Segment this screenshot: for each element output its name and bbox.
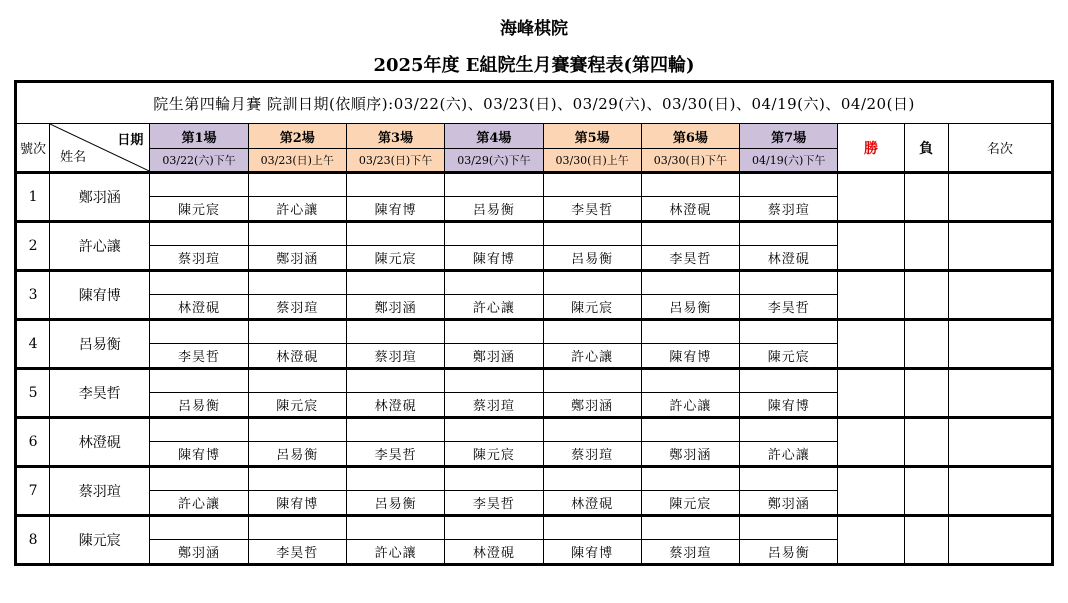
opponent-cell: 呂易衡 (150, 393, 248, 418)
rank-cell[interactable] (948, 271, 1052, 320)
opponent-cell: 許心讓 (150, 491, 248, 516)
result-cell[interactable] (445, 271, 543, 295)
round-3-date: 03/23(日)下午 (346, 149, 444, 173)
result-cell[interactable] (346, 271, 444, 295)
opponent-cell: 鄭羽涵 (150, 540, 248, 565)
result-cell[interactable] (543, 516, 641, 540)
result-cell[interactable] (248, 516, 346, 540)
round-1-header: 第1場 (150, 124, 248, 149)
wins-cell[interactable] (838, 271, 904, 320)
result-cell[interactable] (641, 467, 739, 491)
result-cell[interactable] (641, 271, 739, 295)
player-name: 陳元宸 (50, 516, 150, 565)
rank-cell[interactable] (948, 467, 1052, 516)
losses-cell[interactable] (904, 467, 948, 516)
rank-cell[interactable] (948, 173, 1052, 222)
result-cell[interactable] (248, 222, 346, 246)
opponent-cell: 呂易衡 (445, 197, 543, 222)
result-cell[interactable] (346, 320, 444, 344)
round-5-header: 第5場 (543, 124, 641, 149)
player-number: 3 (16, 271, 50, 320)
player-row (16, 369, 1053, 393)
result-cell[interactable] (248, 173, 346, 197)
result-cell[interactable] (445, 467, 543, 491)
win-header: 勝 (838, 124, 904, 173)
opponent-cell: 陳元宸 (150, 197, 248, 222)
opponent-cell: 陳宥博 (346, 197, 444, 222)
opponent-cell: 蔡羽瑄 (641, 540, 739, 565)
opponent-cell: 呂易衡 (248, 442, 346, 467)
result-cell[interactable] (150, 516, 248, 540)
opponent-cell: 許心讓 (445, 295, 543, 320)
round-4-header: 第4場 (445, 124, 543, 149)
player-name: 蔡羽瑄 (50, 467, 150, 516)
result-cell[interactable] (445, 418, 543, 442)
opponent-cell: 李昊哲 (641, 246, 739, 271)
opponent-cell: 林澄硯 (445, 540, 543, 565)
opponent-cell: 蔡羽瑄 (150, 246, 248, 271)
result-cell[interactable] (346, 222, 444, 246)
round-6-date: 03/30(日)下午 (641, 149, 739, 173)
opponent-cell: 許心讓 (346, 540, 444, 565)
round-5-date: 03/30(日)上午 (543, 149, 641, 173)
rank-header: 名次 (948, 124, 1052, 173)
wins-cell[interactable] (838, 369, 904, 418)
opponent-cell: 鄭羽涵 (740, 491, 838, 516)
losses-cell[interactable] (904, 173, 948, 222)
opponent-cell: 陳宥博 (740, 393, 838, 418)
name-header-label: 姓名 (60, 150, 87, 165)
player-number: 1 (16, 173, 50, 222)
opponent-cell: 陳宥博 (248, 491, 346, 516)
opponent-cell: 呂易衡 (346, 491, 444, 516)
wins-cell[interactable] (838, 516, 904, 565)
opponent-cell: 陳宥博 (543, 540, 641, 565)
player-number: 6 (16, 418, 50, 467)
opponent-cell: 許心讓 (641, 393, 739, 418)
result-cell[interactable] (150, 467, 248, 491)
wins-cell[interactable] (838, 222, 904, 271)
result-cell[interactable] (346, 173, 444, 197)
date-header-label: 日期 (117, 133, 144, 148)
result-cell[interactable] (150, 418, 248, 442)
opponent-cell: 陳宥博 (150, 442, 248, 467)
result-cell[interactable] (740, 418, 838, 442)
opponent-cell: 呂易衡 (543, 246, 641, 271)
player-name: 陳宥博 (50, 271, 150, 320)
opponent-cell: 許心讓 (248, 197, 346, 222)
opponent-cell: 李昊哲 (150, 344, 248, 369)
training-dates-banner: 院生第四輪月賽 院訓日期(依順序):03/22(六)、03/23(日)、03/29(六)、03/30(日)、04/19(六)、04/20(日) (16, 82, 1053, 124)
losses-cell[interactable] (904, 320, 948, 369)
player-row (16, 418, 1053, 442)
result-cell[interactable] (740, 173, 838, 197)
opponent-cell: 陳元宸 (248, 393, 346, 418)
result-cell[interactable] (641, 173, 739, 197)
wins-cell[interactable] (838, 320, 904, 369)
opponent-cell: 鄭羽涵 (543, 393, 641, 418)
result-cell[interactable] (150, 320, 248, 344)
round-7-date: 04/19(六)下午 (740, 149, 838, 173)
player-row (16, 222, 1053, 246)
result-cell[interactable] (543, 418, 641, 442)
player-row (16, 467, 1053, 491)
rank-cell[interactable] (948, 516, 1052, 565)
result-cell[interactable] (543, 271, 641, 295)
result-cell[interactable] (150, 173, 248, 197)
result-cell[interactable] (150, 369, 248, 393)
player-number: 5 (16, 369, 50, 418)
opponent-cell: 陳元宸 (445, 442, 543, 467)
rank-cell[interactable] (948, 369, 1052, 418)
opponent-cell: 許心讓 (740, 442, 838, 467)
opponent-cell: 李昊哲 (346, 442, 444, 467)
opponent-cell: 鄭羽涵 (445, 344, 543, 369)
player-row (16, 320, 1053, 344)
result-cell[interactable] (740, 222, 838, 246)
opponent-cell: 蔡羽瑄 (445, 393, 543, 418)
result-cell[interactable] (641, 222, 739, 246)
result-cell[interactable] (445, 222, 543, 246)
player-number: 2 (16, 222, 50, 271)
opponent-cell: 林澄硯 (543, 491, 641, 516)
player-number: 8 (16, 516, 50, 565)
result-cell[interactable] (346, 369, 444, 393)
opponent-cell: 蔡羽瑄 (740, 197, 838, 222)
player-number: 4 (16, 320, 50, 369)
player-name: 李昊哲 (50, 369, 150, 418)
losses-cell[interactable] (904, 271, 948, 320)
result-cell[interactable] (248, 418, 346, 442)
result-cell[interactable] (740, 320, 838, 344)
result-cell[interactable] (641, 516, 739, 540)
result-cell[interactable] (248, 320, 346, 344)
result-cell[interactable] (150, 222, 248, 246)
opponent-cell: 陳元宸 (740, 344, 838, 369)
round-1-date: 03/22(六)下午 (150, 149, 248, 173)
player-name: 許心讓 (50, 222, 150, 271)
opponent-cell: 蔡羽瑄 (346, 344, 444, 369)
opponent-cell: 蔡羽瑄 (543, 442, 641, 467)
opponent-cell: 陳元宸 (346, 246, 444, 271)
result-cell[interactable] (445, 320, 543, 344)
round-2-header: 第2場 (248, 124, 346, 149)
player-name: 鄭羽涵 (50, 173, 150, 222)
opponent-cell: 陳元宸 (543, 295, 641, 320)
opponent-cell: 林澄硯 (150, 295, 248, 320)
result-cell[interactable] (346, 516, 444, 540)
opponent-cell: 陳元宸 (641, 491, 739, 516)
result-cell[interactable] (543, 222, 641, 246)
date-name-header (50, 124, 150, 173)
result-cell[interactable] (740, 369, 838, 393)
player-number: 7 (16, 467, 50, 516)
round-3-header: 第3場 (346, 124, 444, 149)
wins-cell[interactable] (838, 173, 904, 222)
result-cell[interactable] (445, 516, 543, 540)
player-row (16, 271, 1053, 295)
schedule-title: 2025年度 E組院生月賽賽程表(第四輪) (373, 55, 695, 76)
player-name: 林澄硯 (50, 418, 150, 467)
result-cell[interactable] (445, 369, 543, 393)
opponent-cell: 呂易衡 (641, 295, 739, 320)
losses-cell[interactable] (904, 418, 948, 467)
result-cell[interactable] (543, 467, 641, 491)
result-cell[interactable] (641, 320, 739, 344)
result-cell[interactable] (740, 271, 838, 295)
round-2-date: 03/23(日)上午 (248, 149, 346, 173)
result-cell[interactable] (641, 369, 739, 393)
opponent-cell: 許心讓 (543, 344, 641, 369)
rank-cell[interactable] (948, 418, 1052, 467)
rank-cell[interactable] (948, 320, 1052, 369)
rank-cell[interactable] (948, 222, 1052, 271)
opponent-cell: 林澄硯 (248, 344, 346, 369)
opponent-cell: 鄭羽涵 (248, 246, 346, 271)
result-cell[interactable] (150, 271, 248, 295)
losses-cell[interactable] (904, 516, 948, 565)
opponent-cell: 鄭羽涵 (346, 295, 444, 320)
opponent-cell: 陳宥博 (445, 246, 543, 271)
player-name: 呂易衡 (50, 320, 150, 369)
player-row (16, 516, 1053, 540)
result-cell[interactable] (346, 467, 444, 491)
round-6-header: 第6場 (641, 124, 739, 149)
losses-cell[interactable] (904, 369, 948, 418)
result-cell[interactable] (543, 320, 641, 344)
result-cell[interactable] (445, 173, 543, 197)
result-cell[interactable] (641, 418, 739, 442)
opponent-cell: 蔡羽瑄 (248, 295, 346, 320)
opponent-cell: 呂易衡 (740, 540, 838, 565)
loss-header: 負 (904, 124, 948, 173)
org-title: 海峰棋院 (500, 19, 568, 39)
losses-cell[interactable] (904, 222, 948, 271)
opponent-cell: 陳宥博 (641, 344, 739, 369)
schedule-table (14, 80, 1054, 566)
wins-cell[interactable] (838, 418, 904, 467)
result-cell[interactable] (248, 467, 346, 491)
player-row (16, 173, 1053, 197)
result-cell[interactable] (740, 467, 838, 491)
round-4-date: 03/29(六)下午 (445, 149, 543, 173)
opponent-cell: 林澄硯 (641, 197, 739, 222)
number-header: 號次 (16, 124, 50, 173)
result-cell[interactable] (248, 369, 346, 393)
opponent-cell: 李昊哲 (740, 295, 838, 320)
opponent-cell: 李昊哲 (543, 197, 641, 222)
opponent-cell: 鄭羽涵 (641, 442, 739, 467)
opponent-cell: 李昊哲 (445, 491, 543, 516)
result-cell[interactable] (346, 418, 444, 442)
result-cell[interactable] (543, 369, 641, 393)
result-cell[interactable] (248, 271, 346, 295)
opponent-cell: 李昊哲 (248, 540, 346, 565)
result-cell[interactable] (543, 173, 641, 197)
opponent-cell: 林澄硯 (740, 246, 838, 271)
opponent-cell: 林澄硯 (346, 393, 444, 418)
round-7-header: 第7場 (740, 124, 838, 149)
wins-cell[interactable] (838, 467, 904, 516)
result-cell[interactable] (740, 516, 838, 540)
